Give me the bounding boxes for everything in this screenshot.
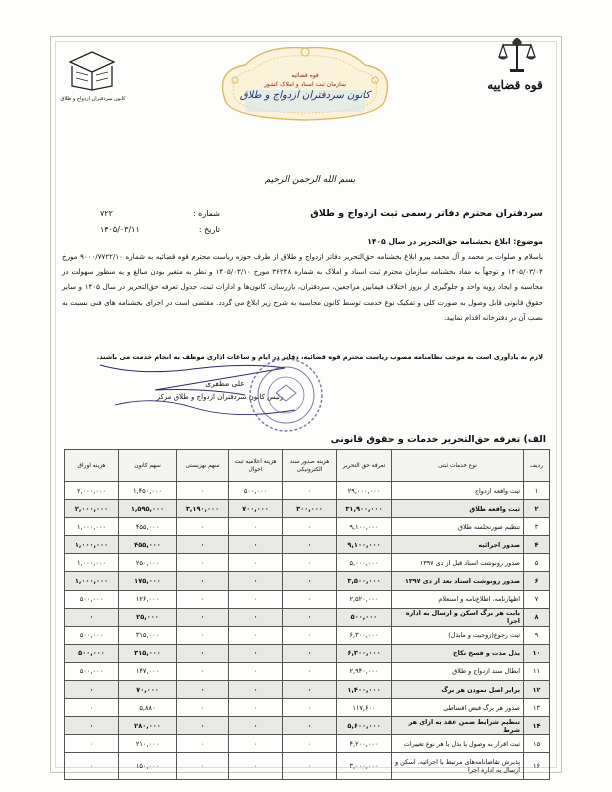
cell-tariff: ۶,۳۰۰,۰۰۰ bbox=[337, 644, 392, 662]
cell-service: تنظیم شرایط ضمن عقد به ازای هر شرط bbox=[392, 717, 524, 735]
header-papers-cost: هزینه اوراق bbox=[65, 450, 119, 482]
cell-row-number: ۱۱ bbox=[524, 662, 550, 680]
letter-body: باسلام و صلوات بر محمد و آل محمد پیرو ابلاغ بخشنامه حق‌التحریر دفاتر ازدواج و طلاق از طرف حوزه ریاست محترم قوه قضائیه به شماره ۹۰۰۰/۷۷۲۲/۱۰ مورخ ۱۴۰۵/۰۳/۰۴ و توجهاً به مفاد بخشنامه سازمان محترم ثبت اسناد و املاک به شماره ۳۶۲۴۸ مورخ ۱۴۰۵/۰۳/۱۰ و نظر به متغیر بودن مبالغ و به منظور سهولت در محاسبه و ایجاد رویه واحد و جلوگیری از بروز اختلاف فیمابین مراجعین، سردفتران، بازرسان، کانون‌ها و ادارات ثبت، جدول تعرفه حق‌التحریر در سال ۱۴۰۵ و سایر حقوق قانونی قابل وصول به صورت کلی و تفکیک نوع خدمت توسط کانون محاسبه به شرح زیر ابلاغ می گردد. مقتضی است در اجرای بخشنامه های فنی نسبت به نصب آن در دفترخانه اقدام نمایید. bbox=[62, 252, 543, 322]
cell-electronic-doc: ۳۰۰,۰۰۰ bbox=[283, 500, 337, 518]
letter-date-label: تاریخ : bbox=[198, 225, 220, 234]
cell-service: پذیرش تقاضانامه‌های مرتبط با اجرائیه، اسکن و ارسال به اداره اجرا bbox=[392, 753, 524, 780]
table-row bbox=[65, 735, 550, 753]
cell-tariff: ۵۰۰,۰۰۰ bbox=[337, 608, 392, 626]
cell-welfare-share: ۰ bbox=[177, 536, 229, 554]
cell-welfare-share: ۰ bbox=[177, 482, 229, 500]
table-row bbox=[65, 518, 550, 536]
cell-tariff: ۳,۵۰۰,۰۰۰ bbox=[337, 572, 392, 590]
table-row bbox=[65, 681, 550, 699]
cell-papers-cost: ۰ bbox=[65, 681, 119, 699]
table-row bbox=[65, 554, 550, 572]
cell-welfare-share: ۰ bbox=[177, 590, 229, 608]
letter-recipient: سردفتران محترم دفاتر رسمی ثبت ازدواج و طلاق bbox=[310, 208, 543, 219]
cell-row-number: ۲ bbox=[524, 500, 550, 518]
cell-civil-notice: ۰ bbox=[229, 518, 283, 536]
cell-tariff: ۲,۵۲۰,۰۰۰ bbox=[337, 590, 392, 608]
cell-electronic-doc: ۰ bbox=[283, 518, 337, 536]
cell-electronic-doc: ۰ bbox=[283, 626, 337, 644]
header-civil-notice: هزینه اعلامیه ثبت احوال bbox=[229, 450, 283, 482]
cell-electronic-doc: ۰ bbox=[283, 753, 337, 780]
cell-welfare-share: ۰ bbox=[177, 662, 229, 680]
cell-welfare-share: ۰ bbox=[177, 735, 229, 753]
cell-tariff: ۱,۴۰۰,۰۰۰ bbox=[337, 681, 392, 699]
header-union-share: سهم کانون bbox=[119, 450, 177, 482]
cell-welfare-share: ۳,۱۹۰,۰۰۰ bbox=[177, 500, 229, 518]
cell-civil-notice: ۰ bbox=[229, 644, 283, 662]
letter-date-row bbox=[100, 225, 220, 234]
union-logo-caption: کانون سردفتران ازدواج و طلاق bbox=[60, 96, 126, 102]
cell-papers-cost: ۲,۰۰۰,۰۰۰ bbox=[65, 500, 119, 518]
cell-civil-notice: ۰ bbox=[229, 662, 283, 680]
cell-row-number: ۴ bbox=[524, 536, 550, 554]
cell-union-share: ۷۰,۰۰۰ bbox=[119, 681, 177, 699]
cell-union-share: ۱۷۵,۰۰۰ bbox=[119, 572, 177, 590]
cell-union-share: ۱۲۶,۰۰۰ bbox=[119, 590, 177, 608]
cell-welfare-share: ۰ bbox=[177, 554, 229, 572]
cell-civil-notice: ۰ bbox=[229, 590, 283, 608]
cell-welfare-share: ۰ bbox=[177, 681, 229, 699]
org-line-judiciary: قوه قضائیه bbox=[291, 72, 319, 79]
cell-papers-cost: ۱,۰۰۰,۰۰۰ bbox=[65, 572, 119, 590]
cell-tariff: ۹,۱۰۰,۰۰۰ bbox=[337, 536, 392, 554]
cell-union-share: ۲۵,۰۰۰ bbox=[119, 608, 177, 626]
cell-union-share: ۴۵۵,۰۰۰ bbox=[119, 518, 177, 536]
cell-papers-cost: ۰ bbox=[65, 608, 119, 626]
cell-electronic-doc: ۰ bbox=[283, 554, 337, 572]
cell-service: بابت هر برگ اسکن و ارسال به اداره اجرا bbox=[392, 608, 524, 626]
cell-service: صدور رونوشت اسناد بعد از دی ۱۳۹۷ bbox=[392, 572, 524, 590]
cell-row-number: ۱۰ bbox=[524, 644, 550, 662]
cell-union-share: ۳۱۵,۰۰۰ bbox=[119, 626, 177, 644]
cell-tariff: ۳,۰۰۰,۰۰۰ bbox=[337, 753, 392, 780]
cell-union-share: ۳۱۵,۰۰۰ bbox=[119, 644, 177, 662]
cell-row-number: ۳ bbox=[524, 518, 550, 536]
cell-service: صدور اجرائیه bbox=[392, 536, 524, 554]
cell-row-number: ۱ bbox=[524, 482, 550, 500]
cell-electronic-doc: ۰ bbox=[283, 482, 337, 500]
cell-union-share: ۲۸۰,۰۰۰ bbox=[119, 717, 177, 735]
cell-service: ثبت اقرار به وصول یا بذل یا هر نوع تغییرات bbox=[392, 735, 524, 753]
header-service-type: نوع خدمات ثبتی bbox=[392, 450, 524, 482]
cell-row-number: ۱۵ bbox=[524, 735, 550, 753]
cell-union-share: ۱,۴۵۰,۰۰۰ bbox=[119, 482, 177, 500]
basmala: بسم الله الرحمن الرحیم bbox=[264, 175, 356, 185]
cell-welfare-share: ۰ bbox=[177, 572, 229, 590]
table-row bbox=[65, 500, 550, 518]
union-book-logo-icon bbox=[64, 48, 120, 94]
cell-welfare-share: ۰ bbox=[177, 608, 229, 626]
cell-civil-notice: ۰ bbox=[229, 554, 283, 572]
cell-tariff: ۲۹,۰۰۰,۰۰۰ bbox=[337, 482, 392, 500]
cell-service: ثبت واقعه طلاق bbox=[392, 500, 524, 518]
table-row bbox=[65, 626, 550, 644]
org-line-registry: سازمان ثبت اسناد و املاک کشور bbox=[263, 81, 347, 88]
cell-papers-cost: ۱,۰۰۰,۰۰۰ bbox=[65, 554, 119, 572]
cell-row-number: ۸ bbox=[524, 608, 550, 626]
cell-service: تنظیم صورتجلسه طلاق bbox=[392, 518, 524, 536]
cell-civil-notice: ۵۰۰,۰۰۰ bbox=[229, 482, 283, 500]
org-line-union: کانون سردفتران ازدواج و طلاق bbox=[239, 90, 371, 101]
table-row bbox=[65, 572, 550, 590]
cell-row-number: ۱۶ bbox=[524, 753, 550, 780]
cell-electronic-doc: ۰ bbox=[283, 608, 337, 626]
letter-date-value: ۱۴۰۵/۰۳/۱۱ bbox=[100, 225, 140, 234]
cell-welfare-share: ۰ bbox=[177, 717, 229, 735]
cell-row-number: ۱۳ bbox=[524, 699, 550, 717]
cell-row-number: ۱۲ bbox=[524, 681, 550, 699]
cell-electronic-doc: ۰ bbox=[283, 536, 337, 554]
cell-papers-cost: ۱,۰۰۰,۰۰۰ bbox=[65, 518, 119, 536]
table-row bbox=[65, 482, 550, 500]
cell-papers-cost: ۰ bbox=[65, 735, 119, 753]
table-row bbox=[65, 699, 550, 717]
cell-welfare-share: ۰ bbox=[177, 644, 229, 662]
cell-electronic-doc: ۰ bbox=[283, 662, 337, 680]
cell-tariff: ۱۱۷,۶۰۰ bbox=[337, 699, 392, 717]
table-row bbox=[65, 536, 550, 554]
cell-electronic-doc: ۰ bbox=[283, 590, 337, 608]
cell-service: ثبت واقعه ازدواج bbox=[392, 482, 524, 500]
cell-row-number: ۵ bbox=[524, 554, 550, 572]
signer-title: رئیس کانون سردفتران ازدواج و طلاق مرکز bbox=[156, 393, 284, 401]
cell-row-number: ۱۴ bbox=[524, 717, 550, 735]
letter-number-row bbox=[100, 209, 220, 218]
cell-union-share: ۵,۸۸۰ bbox=[119, 699, 177, 717]
cell-papers-cost: ۰ bbox=[65, 699, 119, 717]
cell-service: بذل مدت و فسخ نکاح bbox=[392, 644, 524, 662]
cell-union-share: ۱۵۰,۰۰۰ bbox=[119, 753, 177, 780]
cell-service: ثبت رجوع(زوجیت و مابذل) bbox=[392, 626, 524, 644]
cell-union-share: ۲۵۰,۰۰۰ bbox=[119, 554, 177, 572]
cell-civil-notice: ۰ bbox=[229, 536, 283, 554]
cell-electronic-doc: ۰ bbox=[283, 681, 337, 699]
cell-tariff: ۶,۳۰۰,۰۰۰ bbox=[337, 626, 392, 644]
table-row bbox=[65, 717, 550, 735]
official-stamp-icon bbox=[246, 355, 326, 435]
letter-number-label: شماره : bbox=[192, 209, 220, 218]
cell-welfare-share: ۰ bbox=[177, 699, 229, 717]
cell-civil-notice: ۷۰۰,۰۰۰ bbox=[229, 500, 283, 518]
cell-papers-cost: ۵۰۰,۰۰۰ bbox=[65, 644, 119, 662]
cell-civil-notice: ۰ bbox=[229, 626, 283, 644]
cell-welfare-share: ۰ bbox=[177, 626, 229, 644]
letter-subject: موضوع: ابلاغ بخشنامه حق‌التحریر در سال ۱۴۰۵ bbox=[367, 237, 543, 246]
cell-row-number: ۶ bbox=[524, 572, 550, 590]
signer-name: علی مظفری bbox=[205, 379, 245, 388]
cell-union-share: ۱۴۷,۰۰۰ bbox=[119, 662, 177, 680]
table-row bbox=[65, 753, 550, 780]
fee-table-header-row bbox=[65, 450, 550, 482]
cell-row-number: ۹ bbox=[524, 626, 550, 644]
cell-electronic-doc: ۰ bbox=[283, 699, 337, 717]
cell-papers-cost: ۵۰۰,۰۰۰ bbox=[65, 590, 119, 608]
cell-civil-notice: ۰ bbox=[229, 735, 283, 753]
header-row-number: ردیف bbox=[524, 450, 550, 482]
table-row bbox=[65, 590, 550, 608]
cell-electronic-doc: ۰ bbox=[283, 572, 337, 590]
cell-civil-notice: ۰ bbox=[229, 681, 283, 699]
cell-union-share: ۱,۵۹۵,۰۰۰ bbox=[119, 500, 177, 518]
letter-number-value: ۷۲۲ bbox=[100, 209, 113, 218]
header-welfare-share: سهم بهزیستی bbox=[177, 450, 229, 482]
cell-tariff: ۴,۲۰۰,۰۰۰ bbox=[337, 735, 392, 753]
cell-electronic-doc: ۰ bbox=[283, 644, 337, 662]
cell-papers-cost: ۵۰۰,۰۰۰ bbox=[65, 662, 119, 680]
cell-civil-notice: ۰ bbox=[229, 608, 283, 626]
cell-tariff: ۲,۹۴۰,۰۰۰ bbox=[337, 662, 392, 680]
cell-row-number: ۷ bbox=[524, 590, 550, 608]
table-title: الف) تعرفه حق‌التحریر خدمات و حقوق قانونی bbox=[330, 434, 546, 445]
cell-tariff: ۵,۰۰۰,۰۰۰ bbox=[337, 554, 392, 572]
cell-tariff: ۹,۱۰۰,۰۰۰ bbox=[337, 518, 392, 536]
cell-papers-cost: ۰ bbox=[65, 753, 119, 780]
cell-tariff: ۳۱,۹۰۰,۰۰۰ bbox=[337, 500, 392, 518]
cell-service: صدور هر برگ قبض اقساطی bbox=[392, 699, 524, 717]
judiciary-emblem-icon bbox=[495, 35, 540, 75]
table-row bbox=[65, 644, 550, 662]
cell-civil-notice: ۰ bbox=[229, 572, 283, 590]
fee-table bbox=[64, 449, 550, 780]
table-row bbox=[65, 608, 550, 626]
cell-electronic-doc: ۰ bbox=[283, 717, 337, 735]
cell-electronic-doc: ۰ bbox=[283, 735, 337, 753]
cell-civil-notice: ۰ bbox=[229, 717, 283, 735]
cell-papers-cost: ۲,۰۰۰,۰۰۰ bbox=[65, 482, 119, 500]
cell-papers-cost: ۰ bbox=[65, 717, 119, 735]
cell-service: صدور رونوشت اسناد قبل از دی ۱۳۹۷ bbox=[392, 554, 524, 572]
cell-papers-cost: ۱,۰۰۰,۰۰۰ bbox=[65, 536, 119, 554]
cell-welfare-share: ۰ bbox=[177, 753, 229, 780]
table-row bbox=[65, 662, 550, 680]
cell-welfare-share: ۰ bbox=[177, 518, 229, 536]
cell-service: ابطال سند ازدواج و طلاق bbox=[392, 662, 524, 680]
cell-union-share: ۴۵۵,۰۰۰ bbox=[119, 536, 177, 554]
cell-civil-notice: ۰ bbox=[229, 699, 283, 717]
cell-union-share: ۲۱۰,۰۰۰ bbox=[119, 735, 177, 753]
fee-table-body bbox=[65, 482, 550, 780]
header-tariff: تعرفه حق التحریر bbox=[337, 450, 392, 482]
cell-service: برابر اصل نمودن هر برگ bbox=[392, 681, 524, 699]
cell-civil-notice: ۰ bbox=[229, 753, 283, 780]
header-electronic-doc: هزینه صدور سند الکترونیکی bbox=[283, 450, 337, 482]
letter-note: لازم به یادآوری است به موجب نظامنامه مصوب ریاست محترم قوه قضائیه، دفاتر در ایام و ساعات اداری موظف به انجام خدمت می باشند. bbox=[96, 353, 543, 361]
cell-service: اظهارنامه، اطلاع‌نامه و استعلام bbox=[392, 590, 524, 608]
cell-tariff: ۵,۶۰۰,۰۰۰ bbox=[337, 717, 392, 735]
judiciary-label: قوه قضاییه bbox=[487, 78, 543, 92]
cell-papers-cost: ۵۰۰,۰۰۰ bbox=[65, 626, 119, 644]
